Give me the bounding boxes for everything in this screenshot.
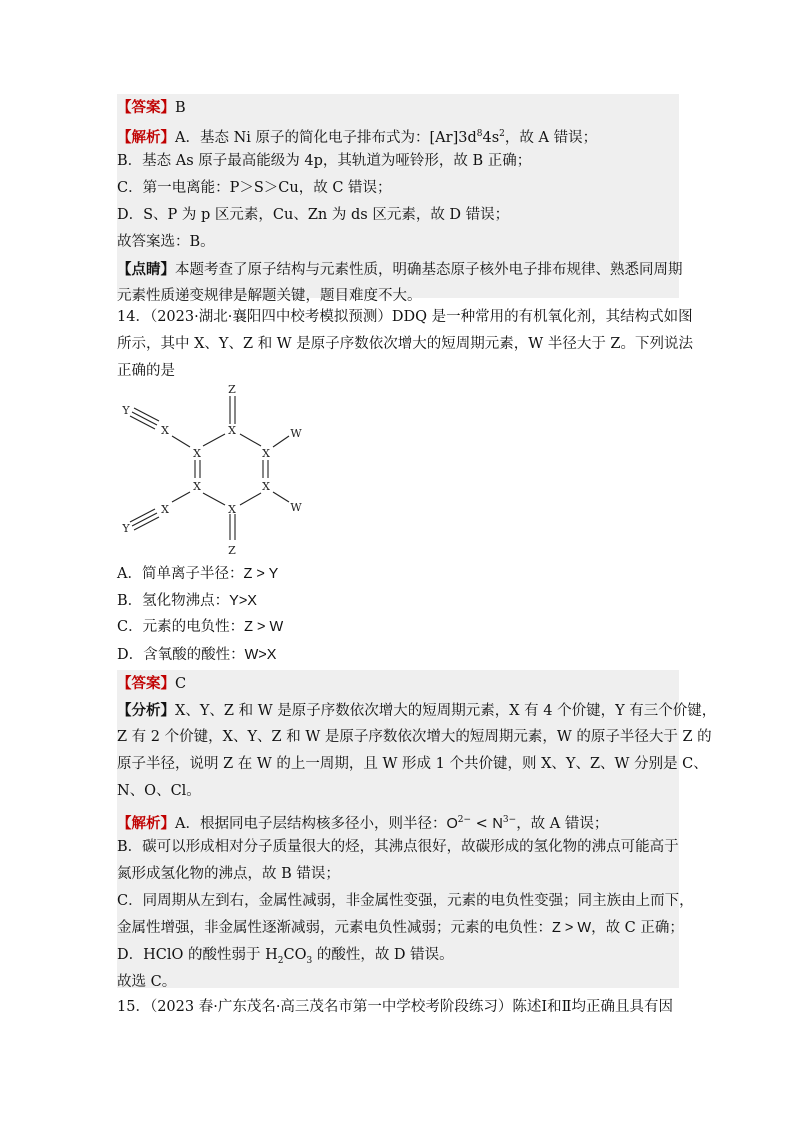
explain-line-b1: B．碳可以形成相对分子质量很大的烃，其沸点很好，故碳形成的氢化物的沸点可能高于	[117, 839, 679, 855]
option-c-label: C．元素的电负性：	[117, 619, 245, 635]
option-b	[117, 588, 257, 615]
answer-tag: 【答案】	[117, 99, 175, 116]
option-a-expr: Z > Y	[243, 566, 279, 582]
atom-x-ring-lower-left: X	[193, 480, 201, 493]
analysis-text: X、Y、Z 和 W 是原子序数依次增大的短周期元素，X 有 4 个价键，Y 有三个价键，	[175, 703, 717, 719]
conclusion-line: 故选 C。	[117, 974, 177, 990]
atom-x-ring-lower-right: X	[262, 480, 270, 493]
explain-tag: 【解析】	[117, 814, 175, 832]
comment-line-1	[117, 256, 683, 283]
option-a-label: A．简单离子半径：	[117, 566, 244, 582]
atom-x-ring-upper-left: X	[193, 447, 201, 460]
atom-w-bottom: W	[290, 501, 302, 514]
comment-text: 本题考查了原子结构与元素性质，明确基态原子核外电子排布规律、熟悉同周期	[175, 262, 683, 278]
atom-w-top: W	[290, 427, 302, 440]
superscript: 3−	[502, 815, 517, 825]
q14-answer-block	[117, 670, 717, 990]
explain-d-text: D．HClO 的酸性弱于	[117, 947, 266, 963]
explain-line-d	[117, 942, 679, 969]
explain-c-text: ，故 C 正确；	[591, 920, 684, 936]
explain-a-text: A．根据同电子层结构核多径小，则半径：	[175, 815, 447, 832]
q14-stem	[117, 304, 694, 385]
explain-a-text: ，故 A 错误；	[516, 815, 609, 832]
subscript: 3	[306, 955, 313, 966]
option-d-label: D．含氧酸的酸性：	[117, 647, 245, 663]
answer-value: B	[175, 100, 186, 116]
atom-x-ring-bottom: X	[228, 503, 236, 516]
subscript: 2	[277, 955, 284, 966]
answer-line	[117, 670, 679, 697]
analysis-line-b: B．基态 As 原子最高能级为 4p，其轨道为哑铃形，故 B 正确；	[117, 153, 532, 169]
option-d-expr: W>X	[244, 647, 277, 663]
analysis-a-text: ，故 A 错误；	[504, 129, 598, 146]
explain-line-c1: C．同周期从左到右，金属性减弱，非金属性变强，元素的电负性变强；同主族由上而下，	[117, 893, 694, 909]
superscript: 2−	[457, 815, 472, 825]
explain-c-expr: Z > W	[552, 920, 592, 936]
analysis-a-text: A．基态 Ni 原子的简化电子排布式为：[Ar]3d	[175, 129, 477, 146]
explain-line-b2: 氮形成氢化物的沸点，故 B 错误；	[117, 866, 340, 882]
atom-x-ring-upper-right: X	[262, 447, 270, 460]
ion-o: O	[446, 815, 458, 832]
atom-y-bottom: Y	[122, 522, 130, 535]
analysis-line-4: N、O、Cl。	[117, 783, 201, 799]
atom-x-ring-top: X	[228, 424, 236, 437]
explain-d-text: 的酸性，故 D 错误。	[312, 947, 454, 963]
conclusion-line: 故答案选：B。	[117, 234, 215, 250]
formula-h: H	[265, 947, 278, 963]
option-b-label: B．氢化物沸点：	[117, 593, 230, 609]
analysis-line-a	[117, 121, 679, 148]
less-than: <	[471, 815, 493, 832]
q14-line-2: 所示，其中 X、Y、Z 和 W 是原子序数依次增大的短周期元素，W 半径大于 Z。下列说法	[117, 336, 694, 352]
analysis-line-3: 原子半径，说明 Z 在 W 的上一周期，且 W 形成 1 个共价键，则 X、Y、Z、W 分别是 C、	[117, 756, 708, 772]
q15-line-1: 15．（2023 春·广东茂名·高三茂名市第一中学校考阶段练习）陈述Ⅰ和Ⅱ均正确且具有因	[117, 999, 674, 1015]
analysis-line-c: C．第一电离能：P＞S＞Cu，故 C 错误；	[117, 180, 392, 196]
ddq-structure-diagram	[117, 382, 317, 562]
atom-z-top: Z	[228, 383, 236, 396]
option-d	[117, 642, 276, 669]
q14-line-3: 正确的是	[117, 363, 175, 379]
comment-line-2: 元素性质递变规律是解题关键，题目难度不大。	[117, 288, 422, 304]
analysis-a-text: 4s	[482, 129, 500, 146]
formula-co: CO	[283, 947, 307, 963]
analysis-line-d: D．S、P 为 p 区元素，Cu、Zn 为 ds 区元素，故 D 错误；	[117, 207, 510, 223]
atom-z-bottom: Z	[228, 544, 236, 557]
analysis-tag: 【解析】	[117, 128, 175, 146]
superscript: 2	[499, 129, 505, 139]
comment-tag: 【点睛】	[117, 261, 175, 278]
q14-line-1: 14．（2023·湖北·襄阳四中校考模拟预测）DDQ 是一种常用的有机氧化剂，其结构式如图	[117, 309, 693, 325]
ion-n: N	[492, 815, 503, 832]
q15-stem	[117, 994, 679, 1021]
atom-y-top: Y	[122, 404, 130, 417]
explain-line-a	[117, 807, 679, 834]
answer-tag: 【答案】	[117, 675, 175, 692]
option-b-expr: Y>X	[229, 593, 257, 609]
analysis-line-2: Z 有 2 个价键，X、Y、Z 和 W 是原子序数依次增大的短周期元素，W 的原子半径大于 Z 的	[117, 729, 712, 745]
analysis-line-1	[117, 697, 717, 724]
superscript: 8	[476, 129, 483, 139]
option-a	[117, 561, 278, 588]
explain-c-text: 金属性增强，非金属性逐渐减弱，元素电负性减弱；元素的电负性：	[117, 920, 552, 936]
answer-value: C	[175, 676, 187, 692]
q13-answer-block	[117, 94, 683, 304]
option-c-expr: Z > W	[244, 619, 284, 635]
answer-line	[117, 94, 679, 121]
analysis-tag: 【分析】	[117, 702, 175, 719]
option-c	[117, 614, 283, 641]
atom-x-nitrile-bottom: X	[161, 503, 169, 516]
atom-x-nitrile-top: X	[161, 424, 169, 437]
explain-line-c2	[117, 915, 684, 942]
